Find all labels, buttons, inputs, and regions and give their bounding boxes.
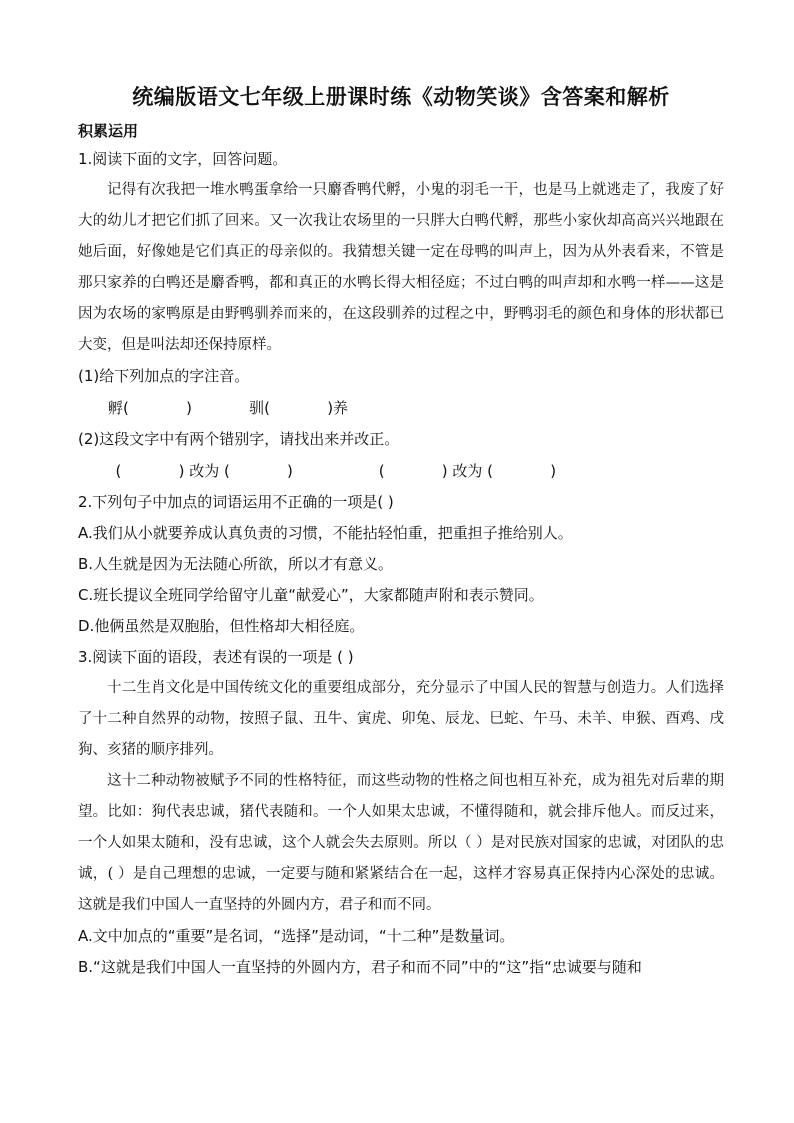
q2-option-c: C.班长提议全班同学给留守儿童“献爱心”，大家都随声附和表示赞同。 xyxy=(78,586,544,604)
q2-option-d: D.他俩虽然是双胞胎，但性格却大相径庭。 xyxy=(78,617,365,635)
page-title: 统编版语文七年级上册课时练《动物笑谈》含答案和解析 xyxy=(132,84,670,109)
q3-paragraph-1: 十二生肖文化是中国传统文化的重要组成部分，充分显示了中国人民的智慧与创造力。人们选择了十二种自然界的动物，按照子鼠、丑牛、寅虎、卯兔、辰龙、巳蛇、午马、未羊、申猴、酉鸡、戌狗、亥猪的顺序排列。 xyxy=(78,680,724,758)
q3-stem: 3.阅读下面的语段，表述有误的一项是 ( ) xyxy=(78,648,354,666)
q1-passage: 记得有次我把一堆水鸭蛋拿给一只麝香鸭代孵，小鬼的羽毛一干，也是马上就逃走了，我废了好大的幼儿才把它们抓了回来。又一次我让农场里的一只胖大白鸭代孵，那些小家伙却高高兴兴地跟在她后面，好像她是它们真正的母亲似的。我猜想关键一定在母鸭的叫声上，因为从外表看来，不管是那只家养的白鸭还是麝香鸭，都和真正的水鸭长得大相径庭；不过白鸭的叫声却和水鸭一样——这是因为农场的家鸭原是由野鸭驯养而来的，在这段驯养的过程之中，野鸭羽毛的颜色和身体的形状都已大变，但是叫法却还保持原样。 xyxy=(78,182,724,353)
q1-stem: 1.阅读下面的文字，回答问题。 xyxy=(78,150,288,168)
q1-sub1-blanks[interactable]: 孵( ) 驯( )养 xyxy=(108,399,349,417)
section-label: 积累运用 xyxy=(78,122,139,140)
q2-option-a: A.我们从小就要养成认真负责的习惯，不能拈轻怕重，把重担子推给别人。 xyxy=(78,524,573,542)
q3-paragraph-2: 这十二种动物被赋予不同的性格特征，而这些动物的性格之间也相互补充，成为祖先对后辈的期望。比如：狗代表忠诚，猪代表随和。一个人如果太忠诚，不懂得随和，就会排斥他人。而反过来，一个人如果太随和，没有忠诚，这个人就会失去原则。所以（ ）是对民族对国家的忠诚，对团队的忠诚，( ）是自己理想的忠诚，一定要与随和紧紧结合在一起，这样才容易真正保持内心深处的忠诚。这就是我们中国人一直坚持的外圆内方，君子和而不同。 xyxy=(78,773,724,913)
q1-sub2: (2)这段文字中有两个错别字，请找出来并改正。 xyxy=(78,430,400,448)
q2-stem: 2.下列句子中加点的词语运用不正确的一项是( ) xyxy=(78,493,394,511)
q1-sub2-blanks[interactable]: ( ) 改为 ( ) ( ) 改为 ( ) xyxy=(115,462,557,480)
q3-option-b: B.“这就是我们中国人一直坚持的外圆内方，君子和而不同”中的“这”指“忠诚要与随和 xyxy=(78,958,642,976)
q3-option-a: A.文中加点的“重要”是名词，“选择”是动词，“十二种”是数量词。 xyxy=(78,927,515,945)
q2-option-b: B.人生就是因为无法随心所欲，所以才有意义。 xyxy=(78,555,394,573)
q1-sub1: (1)给下列加点的字注音。 xyxy=(78,367,250,385)
